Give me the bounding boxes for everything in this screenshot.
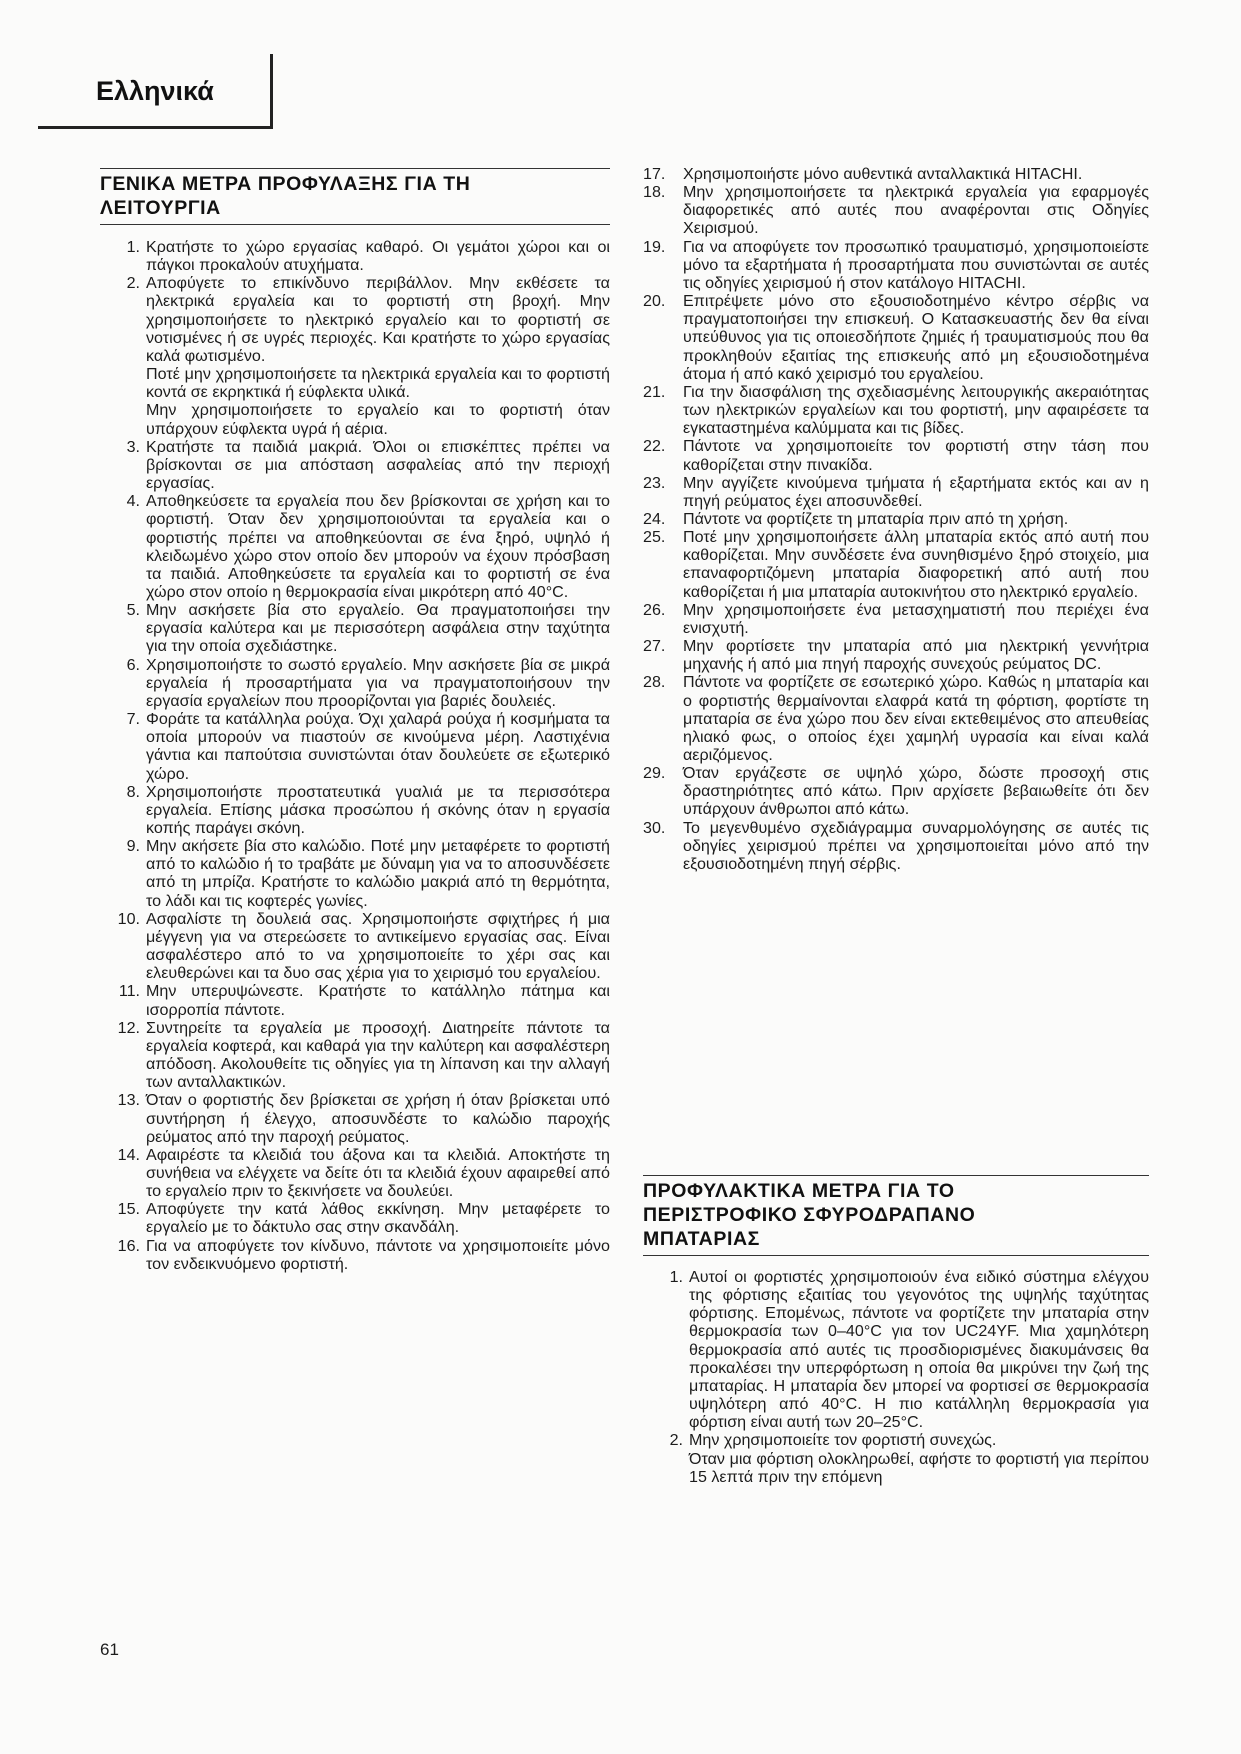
item-text: Μην ασκήσετε βία στο εργαλείο. Θα πραγματοποιήσει την εργασία καλύτερα και με περισσότερη ασφάλεια στην ταχύτητα για την οποία σχεδιάστηκε. [146, 601, 610, 656]
item-number: 19. [643, 237, 666, 256]
list-item [100, 710, 610, 783]
list-item [100, 492, 610, 601]
list-item [643, 183, 1149, 237]
item-text: Ποτέ μην χρησιμοποιήσετε άλλη μπαταρία εκτός από αυτή που καθορίζεται. Μην συνδέσετε ένα συνηθισμένο ξηρό στοιχείο, μια επαναφορτιζόμενη μπαταρία διαφορετική από αυτή που καθορίζεται ή μια μπαταρία αυτοκινήτου στο ηλεκτρικό εργαλείο. [683, 528, 1149, 601]
list-item [100, 1237, 610, 1273]
item-text: Για να αποφύγετε τον κίνδυνο, πάντοτε να χρησιμοποιείτε μόνο τον ενδεικνυόμενο φορτιστή. [146, 1236, 610, 1273]
list-item [643, 437, 1149, 473]
list-item [643, 673, 1149, 764]
list-item [100, 982, 610, 1018]
list-item [643, 528, 1149, 601]
list-item [100, 910, 610, 983]
list-item [100, 238, 610, 274]
item-number: 6. [126, 655, 140, 674]
item-number: 20. [643, 292, 666, 311]
item-text: Όταν ο φορτιστής δεν βρίσκεται σε χρήση ή όταν βρίσκεται υπό συντήρηση ή έλεγχο, αποσυνδέστε το καλώδιο παροχής ρεύματος από την παροχή ρεύματος. [146, 1091, 610, 1146]
list-item [100, 1019, 610, 1092]
list-item [100, 1146, 610, 1200]
section-battery-title [643, 1175, 1149, 1256]
item-number: 28. [643, 673, 666, 692]
item-text: Αυτοί οι φορτιστές χρησιμοποιούν ένα ειδικό σύστημα ελέγχου της φόρτισης εξαιτίας του γεγονότος της υψηλής ταχύτητας φόρτισης. Επομένως, πάντοτε να φορτίζετε την μπαταρία στην θερμοκρασία των 0–40°C για τον UC24YF. Μια χαμηλότερη θερμοκρασία από αυτές τις προσδιορισμένες διακυμάνσεις θα προκαλέσει την υπερφόρτωση η οποία θα μικρύνει την ζωή της μπαταρίας. Η μπαταρία δεν μπορεί να φορτισεί σε θερμοκρασία υψηλότερη από 40°C. Η πιο κατάλληλη θερμοκρασία για φόρτιση είναι αυτή των 20–25°C. [689, 1268, 1149, 1432]
item-text: Πάντοτε να χρησιμοποιείτε τον φορτιστή στην τάση που καθορίζεται στην πινακίδα. [683, 437, 1149, 474]
item-text: Μην χρησιμοποιήσετε ένα μετασχηματιστή που περιέχει ένα ενισχυτή. [683, 600, 1149, 637]
item-text: Μην ακήσετε βία στο καλώδιο. Ποτέ μην μεταφέρετε το φορτιστή από το καλώδιο ή το τραβάτε με δύναμη για να το αποσυνδέσετε από τη μπρίζα. Κρατήστε το καλώδιο μακριά από τη θερμότητα, το λάδι και τις κοφτερές γωνίες. [146, 837, 610, 910]
list-item [643, 1431, 1149, 1485]
item-number: 17. [643, 165, 666, 183]
item-number: 5. [126, 601, 140, 620]
language-tab [38, 54, 273, 129]
item-number: 26. [643, 600, 666, 619]
section-title-line: ΜΠΑΤΑΡΙΑΣ [643, 1228, 760, 1250]
general-precautions-list-continued [643, 165, 1149, 873]
item-number: 1. [126, 238, 140, 256]
item-number: 23. [643, 473, 666, 492]
item-text: Αποφύγετε το επικίνδυνο περιβάλλον. Μην εκθέσετε τα ηλεκτρικά εργαλεία και το φορτιστή στη βροχή. Μην χρησιμοποιήσετε το ηλεκτρικό εργαλείο και το φορτιστή σε νοτισμένες ή σε υγρές περιοχές. Και κρατήστε το χώρο εργασίας καλά φωτισμένο. [146, 274, 610, 365]
list-item [100, 783, 610, 837]
page-number: 61 [100, 1640, 119, 1659]
item-number: 22. [643, 437, 666, 456]
item-number: 16. [117, 1236, 140, 1255]
list-item [100, 656, 610, 710]
list-item [643, 637, 1149, 673]
item-number: 13. [117, 1091, 140, 1110]
section-title-line: ΠΕΡΙΣΤΡΟΦΙΚΟ ΣΦΥΡΟΔΡΑΠΑΝΟ [643, 1204, 976, 1226]
list-item [643, 165, 1149, 183]
item-number: 10. [117, 909, 140, 928]
section-general-title [100, 168, 610, 225]
item-number: 7. [126, 710, 140, 729]
item-text: Πάντοτε να φορτίζετε σε εσωτερικό χώρο. Καθώς η μπαταρία και ο φορτιστής θερμαίνονται ελαφρά κατά τη φόρτιση, φορτίστε τη μπαταρία σε ένα χώρο που δεν είναι εκτεθειμένος στο απευθείας ηλιακό φως, ο οποίος έχει χαμηλή υγρασία και είναι καλά αεριζόμενος. [683, 673, 1149, 764]
item-text: Χρησιμοποιήστε το σωστό εργαλείο. Μην ασκήσετε βία σε μικρά εργαλεία ή προσαρτήματα για να πραγματοποιήσουν την εργασία εργαλείων που προορίζονται για βαριές δουλειές. [146, 655, 610, 710]
item-text: Μην χρησιμοποιήσετε τα ηλεκτρικά εργαλεία για εφαρμογές διαφορετικές από αυτές που αναφέρονται στις Οδηγίες Χειρισμού. [683, 183, 1149, 238]
item-text: Όταν εργάζεστε σε υψηλό χώρο, δώστε προσοχή στις δραστηριότητες από κάτω. Πριν αρχίσετε βεβαιωθείτε ότι δεν υπάρχουν άνθρωποι από κάτω. [683, 764, 1149, 819]
item-number: 30. [643, 818, 666, 837]
item-text: Χρησιμοποιήστε μόνο αυθεντικά ανταλλακτικά HITACHI. [683, 165, 1083, 183]
language-label: Ελληνικά [96, 76, 214, 106]
item-number: 14. [117, 1145, 140, 1164]
general-precautions-list [100, 238, 610, 1273]
item-text: Όταν μια φόρτιση ολοκληρωθεί, αφήστε το φορτιστή για περίπου 15 λεπτά πριν την επόμενη [689, 1449, 1149, 1486]
item-text: Κρατήστε το χώρο εργασίας καθαρό. Οι γεμάτοι χώροι και οι πάγκοι προκαλούν ατυχήματα. [146, 238, 610, 275]
item-number: 29. [643, 764, 666, 783]
item-text: Ασφαλίστε τη δουλειά σας. Χρησιμοποιήστε σφιχτήρες ή μια μέγγενη για να στερεώσετε το αντικείμενο εργασίας σας. Είναι ασφαλέστερο από το να χρησιμοποιείτε το χέρι σας και ελευθερώνει και τα δυο σας χέρια για το χειρισμό του εργαλείου. [146, 909, 610, 983]
section-title-line: ΠΡΟΦΥΛΑΚΤΙΚΑ ΜΕΤΡΑ ΓΙΑ ΤΟ [643, 1180, 955, 1202]
item-text: Το μεγενθυμένο σχεδιάγραμμα συναρμολόγησης σε αυτές τις οδηγίες χειρισμού πρέπει να χρησιμοποιείται μόνο από την εξουσιοδοτημένη πηγή σέρβις. [683, 818, 1149, 873]
item-number: 25. [643, 528, 666, 547]
item-text: Για να αποφύγετε τον προσωπικό τραυματισμό, χρησιμοποιείστε μόνο τα εξαρτήματα ή προσαρτήματα που συνιστώνται σε αυτές τις οδηγίες χειρισμού ή στον κατάλογο HITACHI. [683, 237, 1149, 292]
list-item [100, 1200, 610, 1236]
item-number: 2. [669, 1431, 683, 1450]
battery-precautions-list [643, 1268, 1149, 1486]
item-number: 21. [643, 382, 666, 401]
item-text: Αποφύγετε την κατά λάθος εκκίνηση. Μην μεταφέρετε το εργαλείο με το δάκτυλο σας στην σκανδάλη. [146, 1200, 610, 1237]
list-item [643, 474, 1149, 510]
item-number: 9. [126, 837, 140, 856]
section-title-line: ΛΕΙΤΟΥΡΓΙΑ [100, 197, 221, 219]
item-text: Αφαιρέστε τα κλειδιά του άξονα και τα κλειδιά. Αποκτήστε τη συνήθεια να ελέγχετε να δείτε ότι τα κλειδιά έχουν αφαιρεθεί από το εργαλείο πριν το ξεκινήσετε να δουλεύει. [146, 1145, 610, 1201]
item-text: Χρησιμοποιήστε προστατευτικά γυαλιά με τα περισσότερα εργαλεία. Επίσης μάσκα προσώπου ή σκόνης όταν η εργασία κοπής παράγει σκόνη. [146, 782, 610, 837]
item-number: 3. [126, 437, 140, 456]
list-item [643, 510, 1149, 528]
list-item [100, 1091, 610, 1145]
item-number: 2. [126, 274, 140, 293]
item-text: Μην υπερυψώνεστε. Κρατήστε το κατάλληλο πάτημα και ισορροπία πάντοτε. [146, 982, 610, 1019]
item-number: 18. [643, 183, 666, 202]
item-text: Για την διασφάλιση της σχεδιασμένης λειτουργικής ακεραιότητας των ηλεκτρικών εργαλείων και του φορτιστή, μην αφαιρέσετε τα εγκαταστημένα καλύμματα και τις βίδες. [683, 382, 1149, 438]
item-number: 15. [117, 1200, 140, 1219]
item-text: Μην φορτίσετε την μπαταρία από μια ηλεκτρική γεννήτρια μηχανής ή από μια πηγή παροχής συνεχούς ρεύματος DC. [683, 637, 1149, 674]
list-item [643, 1268, 1149, 1431]
item-text: Μην αγγίζετε κινούμενα τμήματα ή εξαρτήματα εκτός και αν η πηγή ρεύματος έχει αποσυνδεθεί. [683, 473, 1149, 510]
item-number: 1. [669, 1268, 683, 1286]
item-text: Μην χρησιμοποιείτε τον φορτιστή συνεχώς. [689, 1431, 997, 1450]
item-text: Αποθηκεύσετε τα εργαλεία που δεν βρίσκονται σε χρήση και το φορτιστή. Όταν δεν χρησιμοποιούνται τα εργαλεία και ο φορτιστής πρέπει να αποθηκεύονται σε ένα ξηρό, υψηλό ή κλειδωμένο χώρο στον οποίο δεν μπορούν να έχουν πρόσβαση τα παιδιά. Αποθηκεύσετε τα εργαλεία και το φορτιστή σε ένα χώρο στον οποίο η θερμοκρασία είναι μικρότερη από 40°C. [146, 492, 610, 601]
item-number: 12. [117, 1018, 140, 1037]
item-text: Μην χρησιμοποιήσετε το εργαλείο και το φορτιστή όταν υπάρχουν εύφλεκτα υγρά ή αέρια. [146, 401, 610, 438]
item-text: Επιτρέψετε μόνο στο εξουσιοδοτημένο κέντρο σέρβις να πραγματοποιήσει την επισκευή. Ο Κατασκευαστής δεν θα είναι υπεύθυνος για τις οποιεσδήποτε ζημιές ή τραυματισμούς που θα προκληθούν εξαιτίας της επισκευής από μη εξουσιοδοτημένα άτομα ή από κακό χειρισμό του εργαλείου. [683, 292, 1149, 383]
list-item [643, 764, 1149, 818]
list-item [643, 383, 1149, 437]
list-item [100, 274, 610, 437]
list-item [100, 601, 610, 655]
list-item [643, 238, 1149, 292]
item-number: 11. [118, 982, 140, 1001]
list-item [643, 292, 1149, 383]
item-text: Πάντοτε να φορτίζετε τη μπαταρία πριν από τη χρήση. [683, 509, 1069, 528]
list-item [100, 837, 610, 910]
list-item [643, 601, 1149, 637]
item-text: Συντηρείτε τα εργαλεία με προσοχή. Διατηρείτε πάντοτε τα εργαλεία κοφτερά, και καθαρά για την καλύτερη και ασφαλέστερη απόδοση. Ακολουθείτε τις οδηγίες για τη λίπανση και την αλλαγή των ανταλλακτικών. [146, 1018, 610, 1092]
list-item [643, 819, 1149, 873]
section-title-line: ΓΕΝΙΚΑ ΜΕΤΡΑ ΠΡΟΦΥΛΑΞΗΣ ΓΙΑ ΤΗ [100, 173, 471, 195]
item-number: 4. [126, 492, 140, 511]
list-item [100, 438, 610, 492]
item-number: 8. [126, 782, 140, 801]
item-text: Φοράτε τα κατάλληλα ρούχα. Όχι χαλαρά ρούχα ή κοσμήματα τα οποία μπορούν να πιαστούν σε κινούμενα μέρη. Λαστιχένια γάντια και παπούτσια συνιστώνται όταν δουλεύετε σε εξωτερικό χώρο. [146, 710, 610, 783]
item-text: Κρατήστε τα παιδιά μακριά. Όλοι οι επισκέπτες πρέπει να βρίσκονται σε μια απόσταση ασφαλείας από την περιοχή εργασίας. [146, 437, 610, 493]
item-text: Ποτέ μην χρησιμοποιήσετε τα ηλεκτρικά εργαλεία και το φορτιστή κοντά σε εκρηκτικά ή εύφλεκτα υλικά. [146, 365, 610, 402]
item-number: 24. [643, 509, 666, 528]
item-number: 27. [643, 637, 666, 656]
